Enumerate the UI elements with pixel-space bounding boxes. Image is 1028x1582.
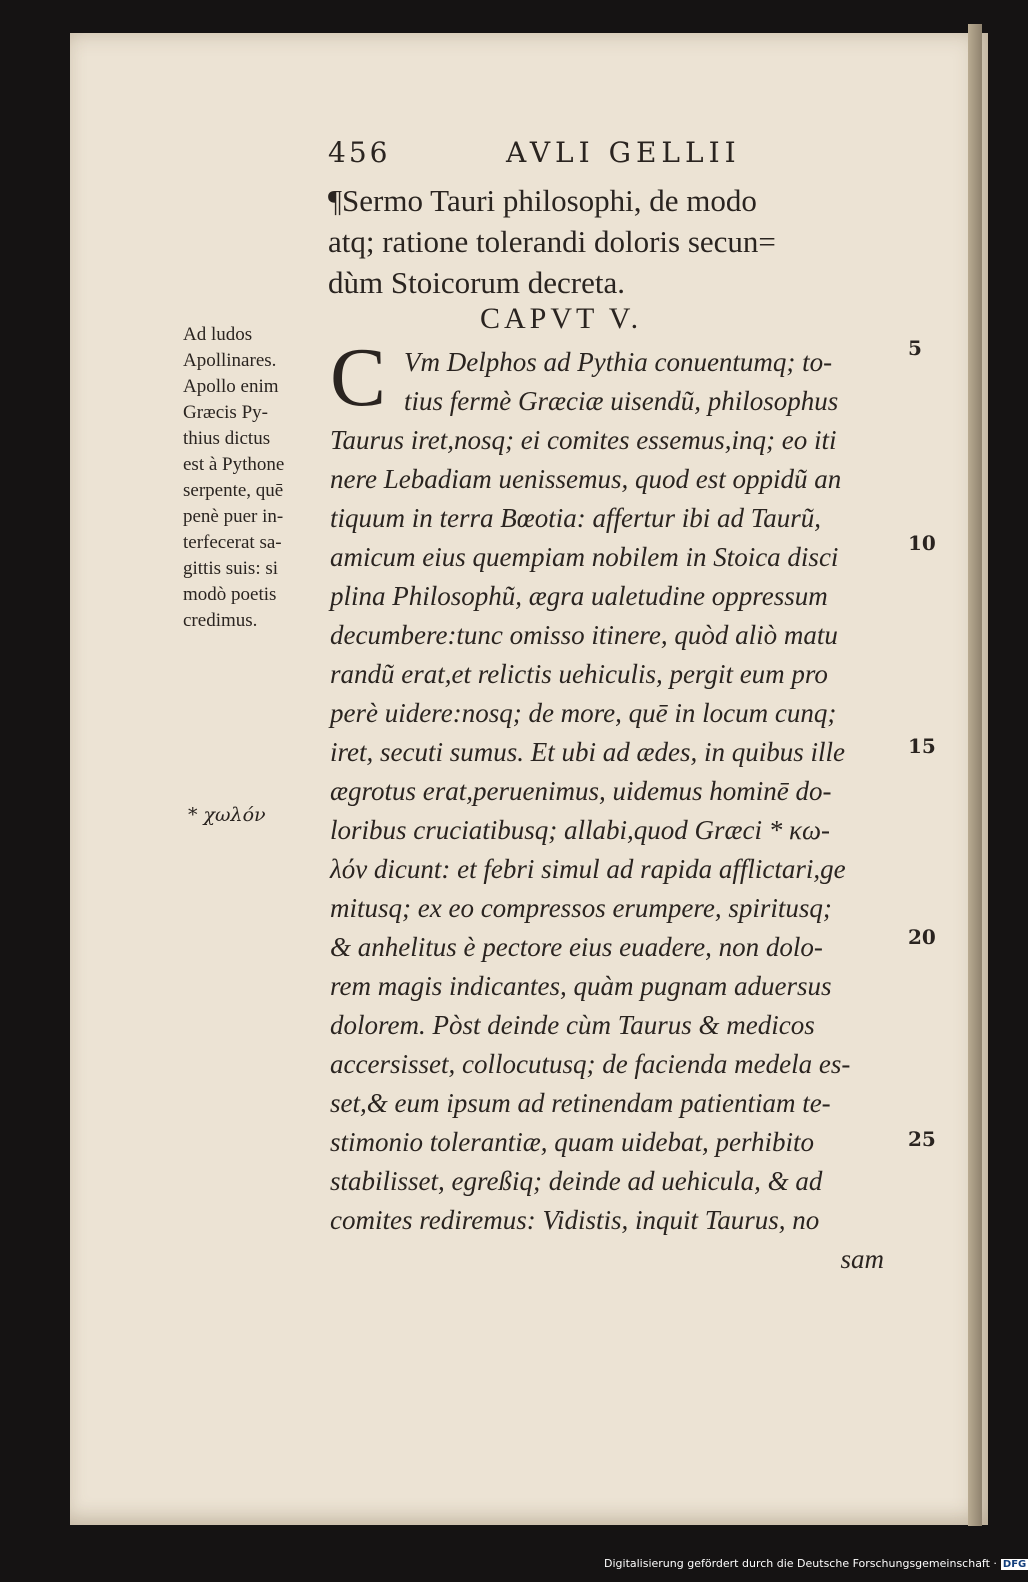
text-line: loribus cruciatibusq; allabi,quod Græci * κω-	[330, 815, 831, 845]
text-line: rem magis indicantes, quàm pugnam aduersus	[330, 971, 832, 1001]
text-line: iret, secuti sumus. Et ubi ad ædes, in quibus ille	[330, 737, 845, 767]
digitization-credit	[604, 1557, 1027, 1577]
marginal-note	[183, 322, 323, 634]
page-number: 456	[328, 136, 391, 169]
marginal-line: Græcis Py-	[183, 402, 268, 423]
text-line: mitusq; ex eo compressos erumpere, spiritusq;	[330, 893, 832, 923]
line-number: 10	[908, 531, 936, 555]
text-line: nere Lebadiam uenissemus, quod est oppidũ an	[330, 464, 842, 494]
heading-line: atq; ratione tolerandi doloris secun=	[328, 224, 776, 259]
text-line: plina Philosophũ, ægra ualetudine oppressum	[330, 581, 828, 611]
text-line: & anhelitus è pectore eius euadere, non dolo-	[330, 932, 823, 962]
text-line: stimonio tolerantiæ, quam uidebat, perhibito	[330, 1127, 815, 1157]
text-line: perè uidere:nosq; de more, quē in locum cunq;	[330, 698, 837, 728]
line-number: 15	[908, 734, 936, 758]
marginal-line: Apollinares.	[183, 350, 277, 371]
dfg-logo: DFG	[1002, 1558, 1027, 1570]
text-line: decumbere:tunc omisso itinere, quòd aliò matu	[330, 620, 838, 650]
heading-line: ¶Sermo Tauri philosophi, de modo	[328, 183, 757, 218]
chapter-number: CAPVT V.	[480, 302, 643, 335]
text-line: ægrotus erat,peruenimus, uidemus hominē do-	[330, 776, 832, 806]
text-line: comites rediremus: Vidistis, inquit Taurus, no	[330, 1205, 820, 1235]
body-text	[330, 343, 890, 1279]
marginal-line: est à Pythone	[183, 454, 285, 475]
running-head: AVLI GELLII	[506, 136, 741, 169]
line-number: 20	[908, 925, 936, 949]
marginal-line: modò poetis	[183, 584, 277, 605]
drop-cap: C	[330, 331, 387, 424]
credit-text: Digitalisierung gefördert durch die Deutsche Forschungsgemeinschaft ·	[604, 1557, 997, 1570]
line-number: 25	[908, 1127, 936, 1151]
marginal-line: Apollo enim	[183, 376, 279, 397]
marginal-line: serpente, quē	[183, 480, 284, 501]
marginal-line: terfecerat sa-	[183, 532, 282, 553]
heading-line: dùm Stoicorum decreta.	[328, 265, 625, 300]
text-line: stabilisset, egreßiq; deinde ad uehicula, & ad	[330, 1166, 823, 1196]
marginal-line: penè puer in-	[183, 506, 284, 527]
text-line: Vm Delphos ad Pythia conuentumq; to-	[404, 347, 833, 377]
marginal-line: credimus.	[183, 610, 258, 631]
catchword: sam	[840, 1244, 884, 1274]
marginal-line: Ad ludos	[183, 324, 253, 345]
text-line: tius fermè Græciæ uisendũ, philosophus	[404, 386, 839, 416]
chapter-heading	[328, 180, 898, 303]
text-line: amicum eius quempiam nobilem in Stoica disci	[330, 542, 839, 572]
text-line: dolorem. Pòst deinde cùm Taurus & medicos	[330, 1010, 815, 1040]
greek-marginal-note: * χωλόν	[188, 804, 266, 826]
text-line: set,& eum ipsum ad retinendam patientiam te-	[330, 1088, 831, 1118]
page-edge	[968, 24, 982, 1526]
marginal-line: thius dictus	[183, 428, 271, 449]
text-line: randũ erat,et relictis uehiculis, pergit eum pro	[330, 659, 828, 689]
text-line: Taurus iret,nosq; ei comites essemus,inq; eo iti	[330, 425, 837, 455]
text-line: λόν dicunt: et febri simul ad rapida afflictari,ge	[330, 854, 846, 884]
marginal-line: gittis suis: si	[183, 558, 279, 579]
line-number: 5	[908, 336, 922, 360]
text-line: tiquum in terra Bœotia: affertur ibi ad Taurũ,	[330, 503, 822, 533]
text-line: accersisset, collocutusq; de facienda medela es-	[330, 1049, 851, 1079]
